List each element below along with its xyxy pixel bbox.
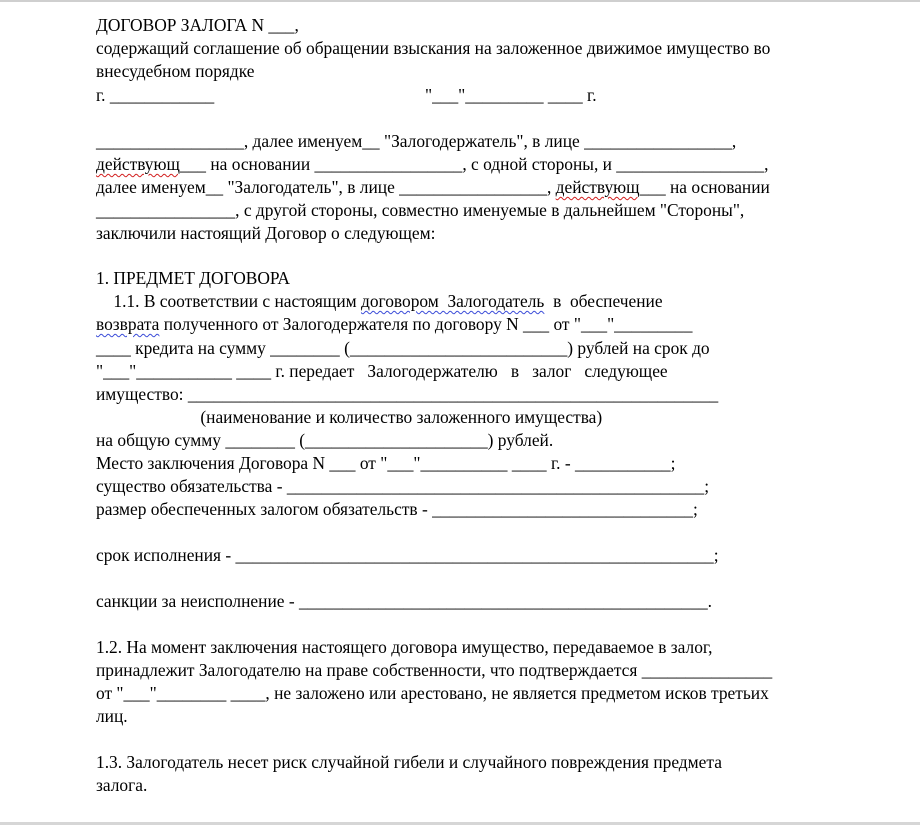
property-caption: (наименование и количество заложенного имущества) [96, 407, 603, 427]
property-line: имущество: _____________________________________________________________ [96, 384, 719, 404]
page-top-edge [0, 0, 920, 2]
performance-term-line: срок исполнения - _______________________________________________________; [96, 545, 719, 565]
clause-1-2-line-1: 1.2. На момент заключения настоящего договора имущество, передаваемое в залог, [96, 637, 713, 657]
obligation-essence-line: существо обязательства - ________________________________________________; [96, 476, 710, 496]
spellcheck-word: действующ [96, 154, 180, 174]
contract-title: ДОГОВОР ЗАЛОГА N ___, [96, 15, 299, 35]
place-of-contract-line: Место заключения Договора N ___ от "___"__________ ____ г. - ___________; [96, 453, 676, 473]
clause-1-3-line-1: 1.3. Залогодатель несет риск случайной гибели и случайного повреждения предмета [96, 752, 722, 772]
clause-1-2-line-2: принадлежит Залогодателю на праве собственности, что подтверждается _______________ [96, 660, 773, 680]
clause-1-1-line-4: "___"___________ ____ г. передает Залогодержателю в залог следующее [96, 361, 668, 381]
contract-subtitle-line-2: внесудебном порядке [96, 61, 255, 81]
date-line: "___"_________ ____ г. [425, 85, 597, 105]
total-amount-line: на общую сумму ________ (_____________________) рублей. [96, 430, 554, 450]
preamble-line-5: заключили настоящий Договор о следующем: [96, 223, 436, 243]
clause-1-2-line-3: от "___"________ ____, не заложено или арестовано, не является предметом исков третьих [96, 683, 769, 703]
spellcheck-word: действующ [555, 177, 640, 197]
clause-1-1-line-3: ____ кредита на сумму ________ (_________________________) рублей на срок до [96, 338, 710, 358]
preamble-line-3: далее именуем__ "Залогодатель", в лице _________________, действующ___ на основании [96, 177, 770, 197]
preamble-line-1: _________________, далее именуем__ "Залогодержатель", в лице _________________, [96, 131, 737, 151]
clause-1-1-line-1: 1.1. В соответствии с настоящим договором Залогодатель в обеспечение [96, 291, 663, 311]
clause-1-3-line-2: залога. [96, 775, 148, 795]
grammar-check-phrase: договором Залогодатель [360, 291, 545, 311]
clause-1-1-line-2: возврата полученного от Залогодержателя по договору N ___ от "___"_________ [96, 314, 693, 334]
contract-subtitle-line-1: содержащий соглашение об обращении взыскания на заложенное движимое имущество во [96, 38, 771, 58]
secured-obligations-line: размер обеспеченных залогом обязательств - ______________________________; [96, 499, 698, 519]
place-line: г. ____________ [96, 85, 215, 105]
clause-1-2-line-4: лиц. [96, 706, 128, 726]
section-1-heading: 1. ПРЕДМЕТ ДОГОВОРА [96, 268, 290, 288]
preamble-line-4: ________________, с другой стороны, совместно именуемые в дальнейшем "Стороны", [96, 200, 745, 220]
grammar-check-word: возврата [96, 314, 160, 334]
sanctions-line: санкции за неисполнение - _______________________________________________. [96, 591, 712, 611]
preamble-line-2: действующ___ на основании _________________, с одной стороны, и _________________, [96, 154, 769, 174]
